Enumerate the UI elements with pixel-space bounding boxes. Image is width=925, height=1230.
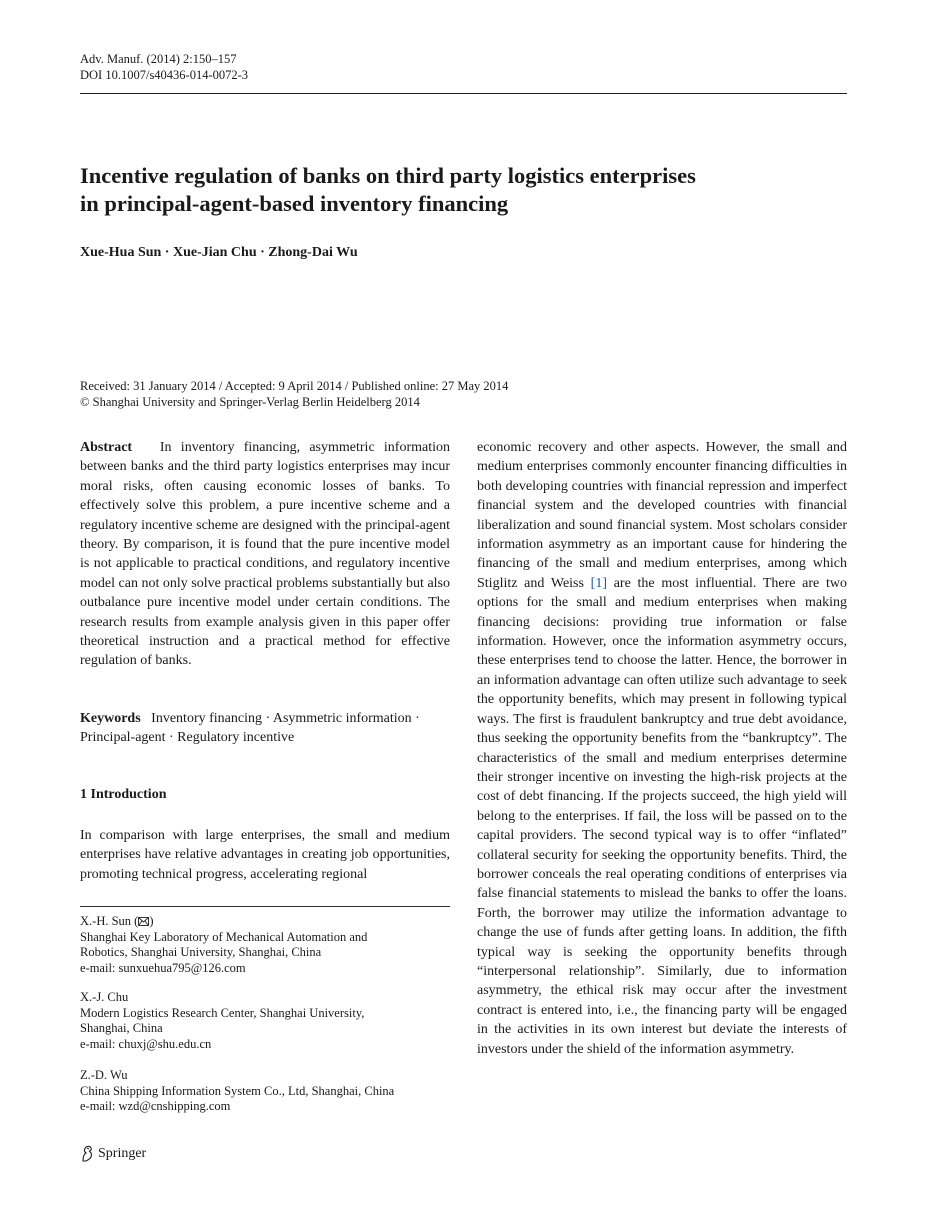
- abstract-text: In inventory financing, asymmetric information between banks and the third party logistics enterprises may incur moral risks, often causing economic losses of banks. To effectively solve this problem, a pure incentive scheme and a regulatory incentive scheme are designed with the principal-agent theory. By comparison, it is found that the pure incentive model is not applicable to practical conditions, and regulatory incentive model can not only solve practical problems substantially but also outbalance pure incentive model under certain conditions. The research results from example analysis given in this paper offer theoretical instruction and a practical method for effective regulation of banks.: [80, 440, 451, 669]
- history-dates: Received: 31 January 2014 / Accepted: 9 April 2014 / Published online: 27 May 2014: [80, 379, 509, 393]
- affiliation-name: Z.-D. Wu: [80, 1068, 128, 1082]
- publisher-name: Springer: [98, 1145, 147, 1161]
- keywords-label: Keywords: [80, 711, 141, 726]
- citation-link[interactable]: [1]: [590, 575, 607, 591]
- affiliation-2: [80, 990, 450, 1052]
- introduction-text: [80, 826, 450, 884]
- title-line-2: in principal-agent-based inventory financing: [80, 191, 509, 216]
- publication-dates: [80, 378, 840, 410]
- publisher-footer: [80, 1145, 146, 1162]
- affiliation-address: China Shipping Information System Co., Ltd, Shanghai, China: [80, 1083, 395, 1098]
- affiliation-name: X.-J. Chu: [80, 990, 129, 1004]
- title-line-1: Incentive regulation of banks on third party logistics enterprises: [80, 163, 696, 188]
- body-text-part2: are the most influential. There are two options for the small and medium enterprises when making financing decisions: providing true information or false information. However, once the information asymmetry occurs, these enterprises tend to choose the latter. Hence, the borrower in an information advantage can often utilize such advantage to seek the opportunity benefits, which may present in following typical ways. The first is fraudulent bankruptcy and true debt avoidance, thus seeking the opportunity benefits from the “bankruptcy”. The characteristics of the small and medium enterprises determine their stronger incentive on investing the high-risk projects at the cost of debt financing. If the projects succeed, the high yield will belong to the enterprises. If fail, the loss will be passed on to the capital providers. The second typical way is to offer “inflated” collateral security for seeking the opportunity benefits. Third, the borrower conceals the real operating conditions of enterprises via false financial statements to mislead the banks to offer the loans. Forth, the borrower may utilize the information advantage to change the use of funds after getting loans. In addition, the fifth typical way is seeking the opportunity benefits through “interpersonal relationship”. Similarly, due to information asymmetry, the ethical risk may occur after the investment contract is entered into, i.e., the financing party will be engaged in the activities in its own interest but deviate the interests of investors under the shield of the information asymmetry.: [477, 575, 847, 1057]
- copyright: © Shanghai University and Springer-Verlag Berlin Heidelberg 2014: [80, 395, 420, 409]
- abstract-label: Abstract: [80, 440, 133, 455]
- keywords-text: Inventory financing · Asymmetric information · Principal-agent · Regulatory incentive: [80, 711, 420, 746]
- author-list: Xue-Hua Sun · Xue-Jian Chu · Zhong-Dai Wu: [80, 245, 358, 260]
- affiliation-email[interactable]: e-mail: chuxj@shu.edu.cn: [80, 1036, 212, 1051]
- journal-citation: Adv. Manuf. (2014) 2:150–157: [80, 52, 237, 66]
- envelope-icon[interactable]: [138, 917, 149, 926]
- affiliation-email[interactable]: e-mail: sunxuehua795@126.com: [80, 960, 246, 975]
- keywords: [80, 709, 450, 748]
- affiliation-name: X.-H. Sun: [80, 914, 132, 928]
- body-text-part1: economic recovery and other aspects. However, the small and medium enterprises commonly encounter financing difficulties in both developing countries with financial repression and imperfect financial system and the developed countries with financial liberalization and sound financial system. Most scholars consider information asymmetry as an important cause for hindering the financing of the small and medium enterprises, among which Stiglitz and Weiss: [477, 440, 847, 591]
- doi[interactable]: DOI 10.1007/s40436-014-0072-3: [80, 67, 249, 82]
- affiliation-1: X.-H. Sun ( ) Shanghai Key Laboratory of Mechanical Automation and Robotics, Shanghai University, Shanghai, China e-mail: sunxuehua795@126.com: [80, 914, 450, 976]
- introduction-continued: [477, 438, 847, 1059]
- affiliation-address: Shanghai Key Laboratory of Mechanical Automation and Robotics, Shanghai University, Shanghai, China: [80, 929, 368, 959]
- paper-title: [80, 162, 840, 218]
- footnote-rule: [80, 906, 450, 907]
- affiliation-3: [80, 1068, 450, 1115]
- journal-header: [80, 52, 248, 83]
- springer-horse-icon: [80, 1145, 95, 1162]
- abstract: [80, 438, 450, 671]
- header-rule: [80, 93, 847, 94]
- affiliation-address: Modern Logistics Research Center, Shanghai University, Shanghai, China: [80, 1005, 365, 1035]
- section-heading-introduction: 1 Introduction: [80, 787, 167, 802]
- affiliation-email[interactable]: e-mail: wzd@cnshipping.com: [80, 1099, 231, 1113]
- introduction-paragraph: In comparison with large enterprises, the small and medium enterprises have relative advantages in creating job opportunities, promoting technical progress, accelerating regional: [80, 828, 450, 882]
